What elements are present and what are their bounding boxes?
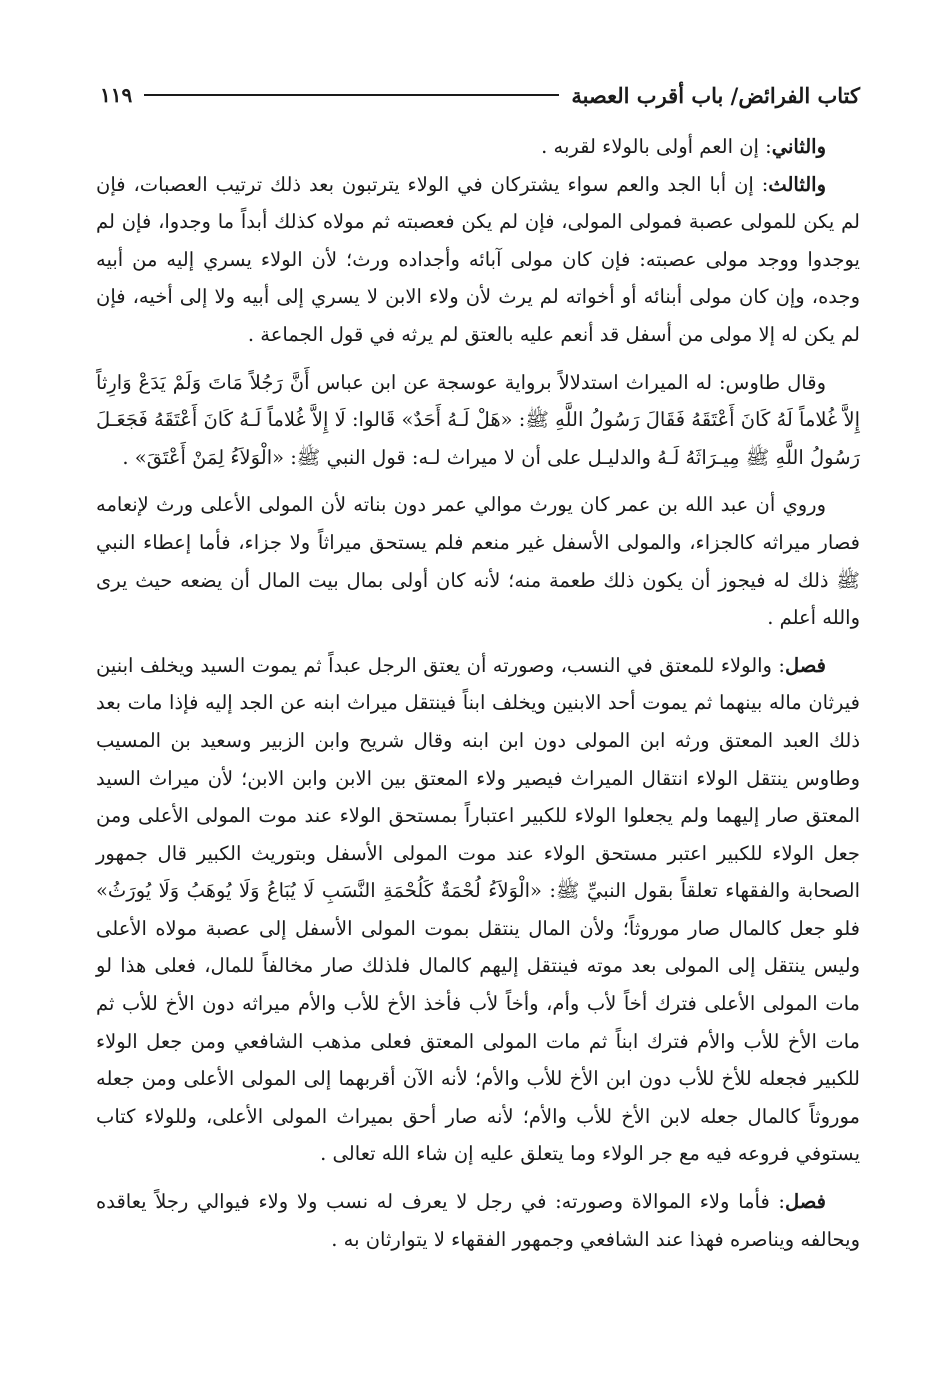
paragraph-text: : إن أبا الجد والعم سواء يشتركان في الولاء يترتبون بعد ذلك ترتيب العصبات، فإن لم يكن للمولى عصبة فمولى المولى، فإن لم يكن فعصبته ثم مولاه كذلك أبداً ما وجدوا، فإن لم يوجدوا ووجد مولى عصبته: فإن كان مولى آبائه وأجداده ورث؛ لأن الولاء يسري إليه من أبيه وجده، وإن كان مولى أبنائه أو أخواته لم يرث لأن ولاء الابن لا يسري إلى أبيه ولا إلى أخيه، فإن لم يكن له إلا مولى من أسفل قد أنعم عليه بالعتق لم يرثه في قول الجماعة . [96, 172, 860, 346]
paragraph-text: : والولاء للمعتق في النسب، وصورته أن يعتق الرجل عبداً ثم يموت السيد ويخلف ابنين فيرثان ماله بينهما ثم يموت أحد الابنين ويخلف ابناً فينتقل ميراث ابنه عن الجد إليه فإذا مات بعد ذلك العبد المعتق ورثه ابن المولى دون ابن ابنه وقال شريح وابن الزبير وسعيد بن المسيب وطاوس ينتقل الولاء انتقال الميراث فيصير ولاء المعتق بين الابن وابن الابن؛ لأن ميراث السيد المعتق صار إليهما ولم يجعلوا الولاء للكبير اعتباراً بمستحق الولاء عند موت المولى الأعلى ومن جعل الولاء للكبير اعتبر مستحق الولاء عند موت المولى الأسفل وبتوريث الكبير قال جمهور الصحابة والفقهاء تعلقاً بقول النبيِّ ﷺ: «الْوَلاَءُ لُحْمَةٌ كَلُحْمَةِ النَّسَبِ لَا يُبَاعُ وَلَا يُوهَبُ وَلَا يُورَثُ» فلو جعل كالمال صار موروثاً؛ ولأن المال ينتقل بموت المولى الأسفل إلى عصبة مولاه الأعلى وليس ينتقل إلى المولى بعد موته فينتقل إليهم كالمال فلذلك صار مخالفاً للمال، فعلى هذا لو مات المولى الأعلى فترك أخاً لأب وأم، وأخاً لأب فأخذ الأخ للأب والأم ميراثه دون الأخ للأب ثم مات الأخ للأب والأم فترك ابناً ثم مات المولى المعتق فعلى مذهب الشافعي ومن جعل الولاء للكبير فجعله للأخ للأب دون ابن الأخ للأب والأم؛ لأنه الآن أقربهما إلى المولى الأعلى ومن جعله موروثاً كالمال جعله لابن الأخ للأب والأم؛ لأنه صار أحق بميراث المولى الأعلى، وللولاء كتاب يستوفي فروعه فيه مع جر الولاء وما يتعلق عليه إن شاء الله تعالى . [96, 653, 860, 1166]
paragraph-tawus [96, 364, 860, 477]
section-lead: فصل [785, 653, 826, 677]
paragraph-lead: والثالث [768, 172, 826, 196]
paragraph-text: وقال طاوس: له الميراث استدلالاً برواية عوسجة عن ابن عباس أَنَّ رَجُلاً مَاتَ وَلَمْ يَدَعْ وَارِثاً إِلاَّ غُلاماً لَهُ كَانَ أَعْتَقَهُ فَقَالَ رَسُولُ اللَّهِ ﷺ: «هَلْ لَـهُ أَحَدٌ» قَالوا: لَا إِلاَّ غُلاماً لَـهُ كَانَ أَعْتَقَهُ فَجَعَـلَ رَسُولُ اللَّهِ ﷺ مِيـرَاثَهُ لَـهُ والدليـل على أن لا ميراث لـه: قول النبي ﷺ: «الْوَلاَءُ لِمَنْ أَعْتَقَ» . [96, 370, 860, 469]
paragraph-section-wala-nasab [96, 647, 860, 1173]
paragraph-lead: والثاني [771, 135, 826, 158]
page-body [96, 128, 860, 1258]
section-lead: فصل [785, 1190, 826, 1214]
paragraph-ibn-umar [96, 486, 860, 636]
running-header [100, 78, 860, 112]
paragraph-second-opinion [96, 128, 860, 166]
paragraph-text: وروي أن عبد الله بن عمر كان يورث موالي عمر دون بناته لأن المولى الأعلى ورث لإنعامه فصار ميراثه كالجزاء، والمولى الأسفل غير منعم فلم يستحق ميراثاً ولا جزاء، فأما إعطاء النبي ﷺ ذلك له فيجوز أن يكون ذلك طعمة منه؛ لأنه كان أولى بمال بيت المال أن يضعه حيث يرى والله أعلم . [96, 493, 860, 630]
page-number: ١١٩ [100, 83, 133, 107]
paragraph-text: : إن العم أولى بالولاء لقربه . [541, 135, 772, 158]
paragraph-section-muwalat [96, 1183, 860, 1258]
paragraph-third-opinion [96, 166, 860, 354]
paragraph-text: : فأما ولاء الموالاة وصورته: في رجل لا يعرف له نسب ولا ولاء فيوالي رجلاً يعاقده ويحالفه ويناصره فهذا عند الشافعي وجمهور الفقهاء لا يتوارثان به . [96, 1190, 860, 1251]
header-rule [144, 94, 559, 96]
chapter-title: كتاب الفرائض/ باب أقرب العصبة [571, 82, 860, 108]
